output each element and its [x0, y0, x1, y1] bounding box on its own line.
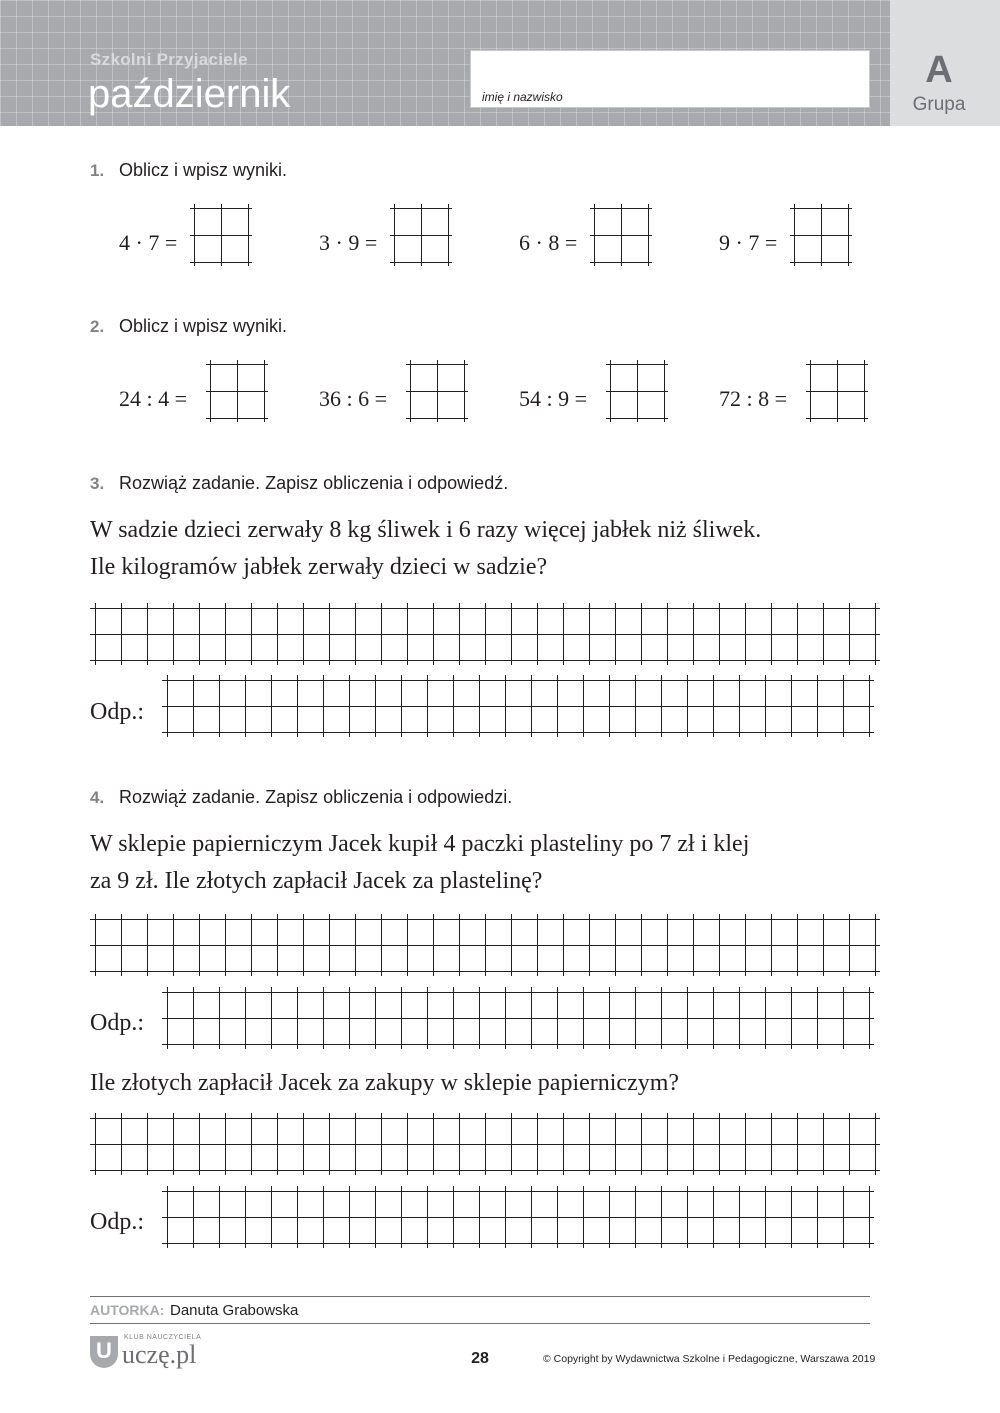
task2-instruction: Oblicz i wpisz wyniki.	[119, 316, 288, 336]
task1-answer-grid[interactable]	[790, 204, 852, 266]
task3-instruction: Rozwiąż zadanie. Zapisz obliczenia i odpowiedź.	[119, 473, 509, 493]
task1-equation: 6 · 8 =	[519, 230, 578, 255]
logo-text: uczę.pl	[122, 1340, 197, 1369]
footer-divider	[90, 1296, 870, 1297]
task3-story-line: W sadzie dzieci zerwały 8 kg śliwek i 6 razy więcej jabłek niż śliwek.	[90, 517, 762, 543]
task2-number: 2.	[90, 317, 105, 336]
task1-equation: 9 · 7 =	[719, 230, 778, 255]
footer-divider	[90, 1323, 870, 1324]
ucze-logo	[90, 1332, 220, 1374]
logo-u-icon: U	[90, 1336, 118, 1368]
task4-question: Ile złotych zapłacił Jacek za zakupy w sklepie papierniczym?	[90, 1070, 680, 1096]
author-label: AUTORKA:	[90, 1302, 165, 1318]
task1-answer-grid[interactable]	[590, 204, 652, 266]
task4-instruction: Rozwiąż zadanie. Zapisz obliczenia i odpowiedzi.	[119, 787, 513, 807]
task4-answer-grid[interactable]	[162, 987, 874, 1049]
task2-equation: 72 : 8 =	[719, 386, 788, 411]
group-letter: A	[925, 49, 953, 91]
task2-equation: 24 : 4 =	[119, 386, 188, 411]
task4-story-line: za 9 zł. Ile złotych zapłacił Jacek za plastelinę?	[90, 868, 543, 894]
task2-equation: 54 : 9 =	[519, 386, 588, 411]
task1-equation: 4 · 7 =	[119, 230, 178, 255]
task1-instruction: Oblicz i wpisz wyniki.	[119, 160, 288, 180]
task4-answer-label: Odp.:	[90, 1010, 144, 1036]
task3-number: 3.	[90, 474, 105, 493]
task1-number: 1.	[90, 161, 105, 180]
task4-number: 4.	[90, 788, 105, 807]
series-title: Szkolni Przyjaciele	[90, 50, 248, 69]
task4-story-line: W sklepie papierniczym Jacek kupił 4 paczki plasteliny po 7 zł i klej	[90, 831, 750, 857]
task3-calc-grid[interactable]	[90, 603, 880, 665]
page-number: 28	[471, 1350, 489, 1367]
task4-calc-grid[interactable]	[90, 914, 880, 976]
name-field-label: imię i nazwisko	[482, 90, 563, 104]
task1-answer-grid[interactable]	[390, 204, 452, 266]
task1-answer-grid[interactable]	[190, 204, 252, 266]
task3-answer-grid[interactable]	[162, 675, 874, 737]
copyright: © Copyright by Wydawnictwa Szkolne i Pedagogiczne, Warszawa 2019	[543, 1353, 876, 1365]
author-name: Danuta Grabowska	[170, 1302, 299, 1319]
task2-answer-grid[interactable]	[806, 360, 868, 422]
task4-answer-grid[interactable]	[162, 1186, 874, 1248]
group-label: Grupa	[912, 94, 966, 115]
task2-answer-grid[interactable]	[206, 360, 268, 422]
task3-answer-label: Odp.:	[90, 699, 144, 725]
logo-small-text: KLUB NAUCZYCIELA	[124, 1334, 202, 1341]
task2-equation: 36 : 6 =	[319, 386, 388, 411]
task1-equation: 3 · 9 =	[319, 230, 378, 255]
task3-story-line: Ile kilogramów jabłek zerwały dzieci w sadzie?	[90, 554, 548, 580]
task4-calc-grid[interactable]	[90, 1113, 880, 1175]
task2-answer-grid[interactable]	[606, 360, 668, 422]
task2-answer-grid[interactable]	[406, 360, 468, 422]
task4-answer-label: Odp.:	[90, 1209, 144, 1235]
month-title: październik	[88, 72, 291, 116]
